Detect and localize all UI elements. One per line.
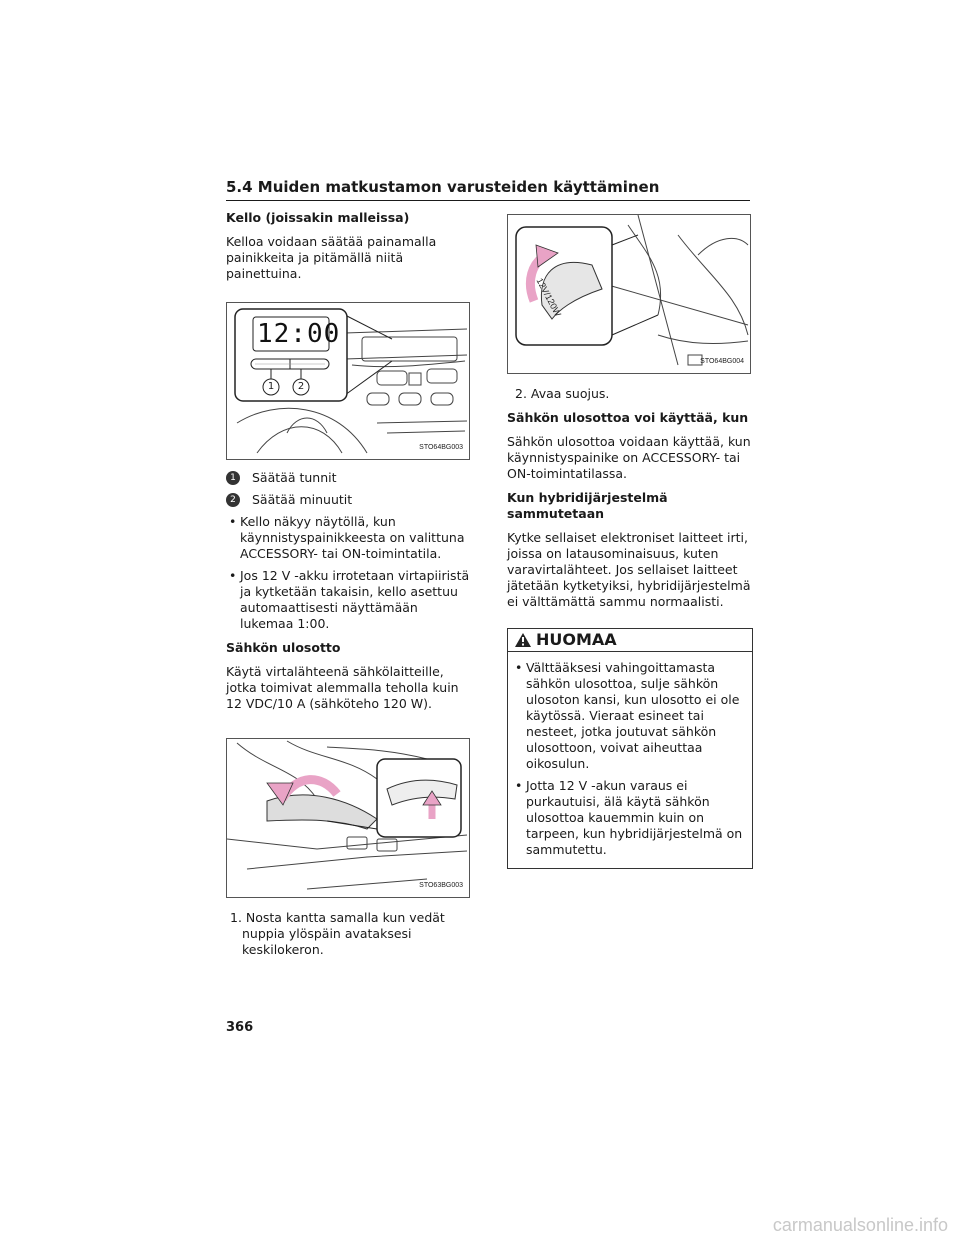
step-1: 1. Nosta kantta samalla kun vedät nuppia ylöspäin avataksesi keskilokeron. xyxy=(230,910,445,957)
notice-box xyxy=(507,628,753,869)
list-item xyxy=(226,470,472,486)
bullet-item: • Jos 12 V -akku irrotetaan virtapiiristä ja kytketään takaisin, kello asettuu automaattisesti näyttämään lukemaa 1:00. xyxy=(226,568,472,632)
console-figure xyxy=(226,738,470,898)
notice-list xyxy=(512,660,748,858)
section-title: 5.4 Muiden matkustamon varusteiden käyttäminen xyxy=(226,178,750,201)
off-heading: Kun hybridijärjestelmä sammutetaan xyxy=(507,490,668,521)
bullet-item: • Välttääksesi vahingoittamasta sähkön ulosottoa, sulje sähkön ulosoton kansi, kun ulosotto ei ole käytössä. Vieraat esineet tai nesteet, jotka joutuvat sähkön ulosottoon, voivat aiheuttaa oikosulun. xyxy=(512,660,748,772)
off-text: Kytke sellaiset elektroniset laitteet irti, joissa on latausominaisuus, kuten varavirtalähteet. Jos sellaiset laitteet jätetään kytketyiksi, hybridijärjestelmä ei välttämättä sammu normaalisti. xyxy=(507,530,751,609)
number-badge: 1 xyxy=(226,471,240,485)
notice-title: HUOMAA xyxy=(536,630,617,649)
watermark: carmanualsonline.info xyxy=(772,1215,948,1235)
use-text: Sähkön ulosottoa voidaan käyttää, kun käynnistyspainike on ACCESSORY- tai ON-toimintatilassa. xyxy=(507,434,751,481)
step-2: 2. Avaa suojus. xyxy=(515,386,610,401)
callout-1: 1 xyxy=(267,381,275,392)
use-heading: Sähkön ulosottoa voi käyttää, kun xyxy=(507,410,749,425)
console-illustration xyxy=(227,739,469,897)
list-item-text: Säätää tunnit xyxy=(252,470,337,485)
page-number: 366 xyxy=(226,1020,254,1035)
figure-code: STO64BG004 xyxy=(700,358,744,365)
right-column xyxy=(507,210,753,869)
outlet-cap-figure xyxy=(507,214,751,374)
list-item xyxy=(226,492,472,508)
outlet-heading: Sähkön ulosotto xyxy=(226,640,341,655)
bullet-item: • Kello näkyy näytöllä, kun käynnistyspainikkeesta on valittuna ACCESSORY- tai ON-toimintatila. xyxy=(226,514,472,562)
callout-2: 2 xyxy=(297,381,305,392)
clock-figure xyxy=(226,302,470,460)
clock-display-readout: 12:00 xyxy=(257,319,341,349)
bullet-item: • Jotta 12 V -akun varaus ei purkautuisi, älä käytä sähkön ulosottoa kauemmin kuin on tarpeen, kun hybridijärjestelmä on sammutettu. xyxy=(512,778,748,858)
warning-icon xyxy=(514,632,532,648)
notice-header xyxy=(508,629,752,652)
clock-heading: Kello (joissakin malleissa) xyxy=(226,210,410,225)
figure-code: STO64BG003 xyxy=(419,444,463,451)
left-column xyxy=(226,210,472,966)
notice-body xyxy=(508,652,752,868)
list-item-text: Säätää minuutit xyxy=(252,492,353,507)
clock-intro: Kelloa voidaan säätää painamalla painikkeita ja pitämällä niitä painettuina. xyxy=(226,234,437,281)
clock-notes xyxy=(226,514,472,632)
figure-code: STO63BG003 xyxy=(419,882,463,889)
outlet-text: Käytä virtalähteenä sähkölaitteille, jotka toimivat alemmalla teholla kuin 12 VDC/10 A (sähköteho 120 W). xyxy=(226,664,459,711)
cap-rating-label: 12V/120W xyxy=(534,276,564,319)
number-badge: 2 xyxy=(226,493,240,507)
